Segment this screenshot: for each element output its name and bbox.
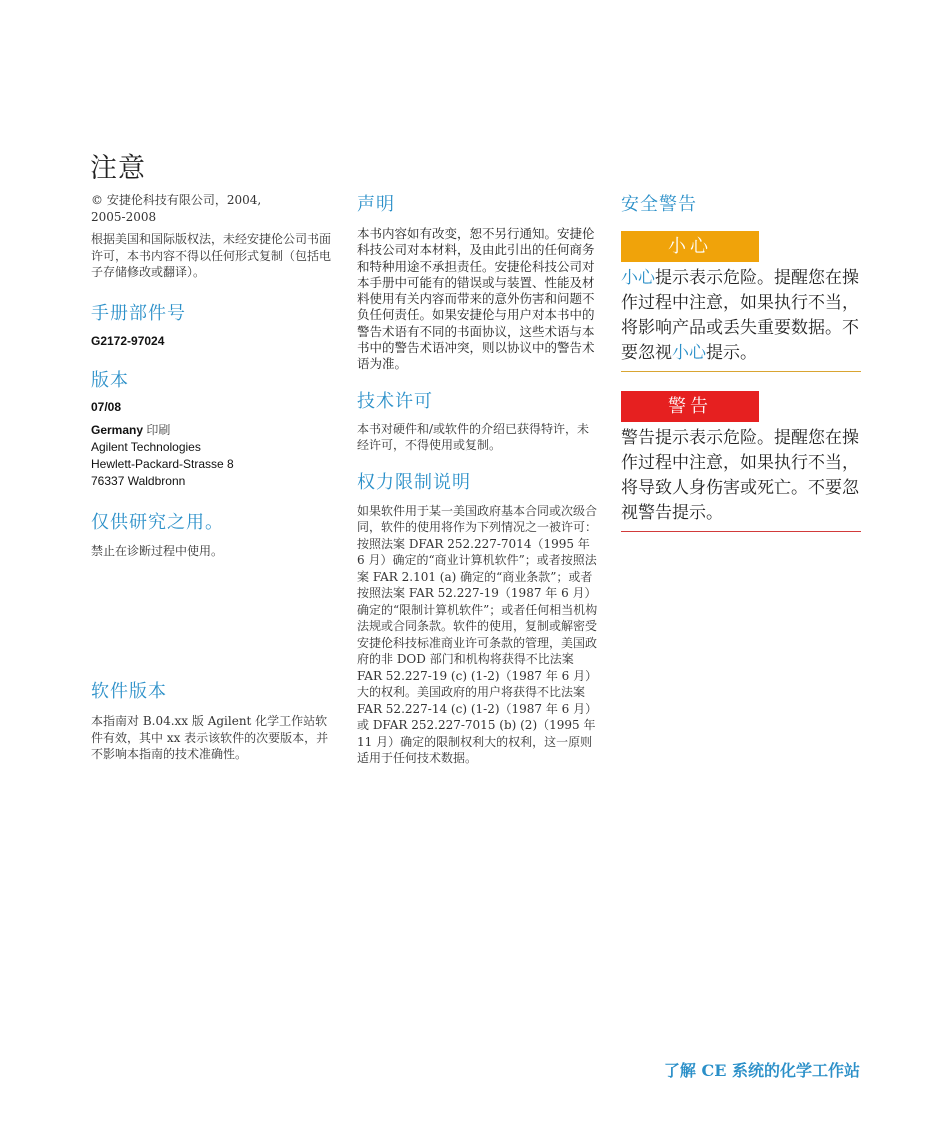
edition-heading: 版本 [91, 369, 129, 391]
manual-number: G2172-97024 [91, 333, 165, 348]
middle-column [357, 190, 599, 767]
printed-country: Germany [91, 422, 144, 437]
address-line3: 76337 Waldbronn [91, 473, 186, 488]
caution-word-2: 小心 [672, 343, 706, 363]
warning-divider [621, 531, 861, 532]
warning-text: 警告提示表示危险。提醒您在操作过程中注意，如果执行不当，将导致人身伤害或死亡。不要忽视警告提示。 [621, 428, 859, 523]
research-text: 禁止在诊断过程中使用。 [91, 543, 224, 558]
safety-heading: 安全警告 [621, 194, 697, 215]
footer-title: 了解 CE 系统的化学工作站 [663, 1061, 860, 1080]
edition-value: 07/08 [91, 399, 122, 414]
copyright-line2: 2005-2008 [91, 209, 157, 224]
right-column [621, 190, 861, 532]
page-title: 注意 [90, 153, 146, 184]
restricted-rights-text: 如果软件用于某一美国政府基本合同或次级合同，软件的使用将作为下列情况之一被许可：按照法案 DFAR 252.227-7014（1995 年 6 月）确定的“商业计算机软件”；或者按照法案 FAR 2.101 (a) 确定的“商业条款”；或者按照法案 FAR 52.227-19（1987 年 6 月）确定的“限制计算机软件”；或者任何相当机构法规或合同条款。软件的使用，复制或解密受安捷伦科技标准商业许可条款的管理，美国政府的非 DOD 部门和机构将获得不比法案 FAR 52.227-19 (c) (1-2)（1987 年 6 月）大的权利。美国政府的用户将获得不比法案 FAR 52.227-14 (c) (1-2)（1987 年 6 月）或 DFAR 252.227-7015 (b) (2)（1995 年 11 月）确定的限制权利大的权利，这一原则适用于任何技术数据。 [357, 503, 598, 766]
research-heading: 仅供研究之用。 [91, 511, 224, 533]
statement-text: 本书内容如有改变，恕不另行通知。安捷伦科技公司对本材料，及由此引出的任何商务和特种用途不承担责任。安捷伦科技公司对本手册中可能有的错误或与装置、性能及材料使用有关内容而带来的意外伤害和问题不负任何责任。如果安捷伦与用户对本书中的警告术语有不同的书面协议，这些术语与本书中的警告术语冲突，则以协议中的警告术语为准。 [357, 226, 595, 372]
statement-heading: 声明 [357, 194, 395, 215]
software-version-heading: 软件版本 [91, 681, 167, 702]
warning-banner: 警告 [621, 391, 759, 422]
copyright-text: 根据美国和国际版权法，未经安捷伦公司书面许可，本书内容不得以任何形式复制（包括电子存储修改或翻译）。 [91, 232, 332, 279]
caution-banner: 小心 [621, 231, 759, 262]
caution-text-b: 提示。 [706, 343, 757, 363]
software-version-text: 本指南对 B.04.xx 版 Agilent 化学工作站软件有效，其中 xx 表示该软件的次要版本，并不影响本指南的技术准确性。 [91, 714, 329, 761]
caution-text-a: 提示表示危险。提醒您在操作过程中注意，如果执行不当，将影响产品或丢失重要数据。不要忽视 [621, 268, 859, 363]
address-line1: Agilent Technologies [91, 439, 201, 454]
caution-divider [621, 371, 861, 372]
printed-line [91, 422, 331, 439]
copyright-line1: © 安捷伦科技有限公司，2004, [91, 193, 262, 207]
caution-text [621, 266, 861, 366]
caution-word: 小心 [621, 268, 655, 288]
address-line2: Hewlett-Packard-Strasse 8 [91, 456, 234, 471]
manual-number-heading: 手册部件号 [91, 302, 186, 324]
license-heading: 技术许可 [357, 390, 433, 412]
license-text: 本书对硬件和/或软件的介绍已获得特许，未经许可，不得使用或复制。 [357, 421, 590, 453]
left-column [91, 192, 331, 763]
printed-label: 印刷 [146, 422, 171, 437]
restricted-rights-heading: 权力限制说明 [357, 471, 471, 493]
